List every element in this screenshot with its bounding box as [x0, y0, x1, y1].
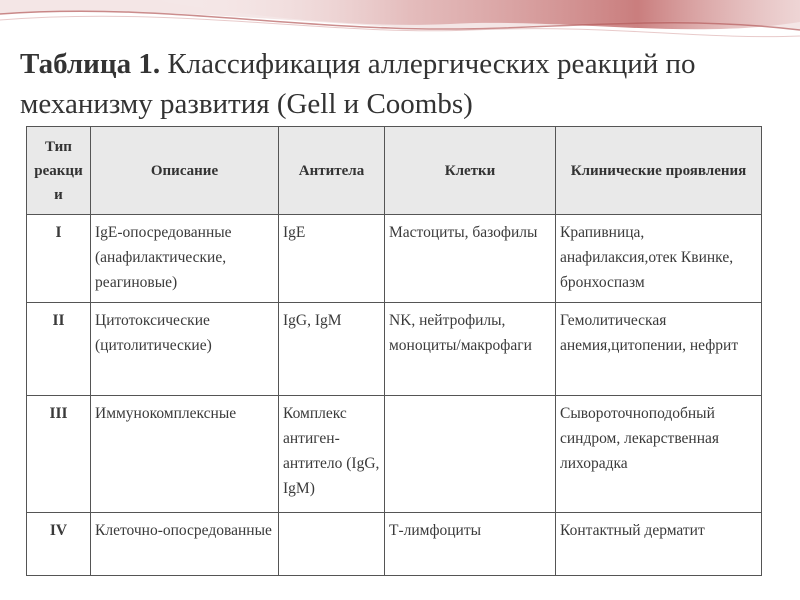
cell-cells: Мастоциты, базофилы — [385, 215, 556, 303]
cell-cells — [385, 396, 556, 513]
cell-antibodies: IgG, IgM — [279, 303, 385, 396]
table-header-row — [27, 127, 762, 215]
cell-clinical: Контактный дерматит — [556, 513, 762, 576]
table-row — [27, 396, 762, 513]
table-row — [27, 303, 762, 396]
header-type: Тип реакции — [27, 127, 91, 215]
title-text: Классификация аллергических реакций по механизму развития (Gell и Coombs) — [20, 48, 696, 120]
cell-type: IV — [27, 513, 91, 576]
table-row — [27, 215, 762, 303]
cell-clinical: Сывороточноподобный синдром, лекарственная лихорадка — [556, 396, 762, 513]
cell-description: Иммунокомплексные — [91, 396, 279, 513]
cell-type: I — [27, 215, 91, 303]
cell-cells: Т-лимфоциты — [385, 513, 556, 576]
cell-antibodies: Комплекс антиген-антитело (IgG, IgM) — [279, 396, 385, 513]
cell-type: III — [27, 396, 91, 513]
cell-antibodies: IgE — [279, 215, 385, 303]
header-cells: Клетки — [385, 127, 556, 215]
cell-description: IgE-опосредованные (анафилактические, реагиновые) — [91, 215, 279, 303]
cell-type: II — [27, 303, 91, 396]
cell-clinical: Гемолитическая анемия,цитопении, нефрит — [556, 303, 762, 396]
slide-title — [20, 44, 790, 124]
cell-antibodies — [279, 513, 385, 576]
header-clinical: Клинические проявления — [556, 127, 762, 215]
title-table-number: Таблица 1. — [20, 48, 161, 80]
table-row — [27, 513, 762, 576]
cell-clinical: Крапивница, анафилаксия,отек Квинке, бронхоспазм — [556, 215, 762, 303]
allergy-classification-table — [26, 126, 762, 576]
header-description: Описание — [91, 127, 279, 215]
cell-cells: NK, нейтрофилы, моноциты/макрофаги — [385, 303, 556, 396]
cell-description: Клеточно-опосредованные — [91, 513, 279, 576]
cell-description: Цитотоксические (цитолитические) — [91, 303, 279, 396]
header-antibodies: Антитела — [279, 127, 385, 215]
